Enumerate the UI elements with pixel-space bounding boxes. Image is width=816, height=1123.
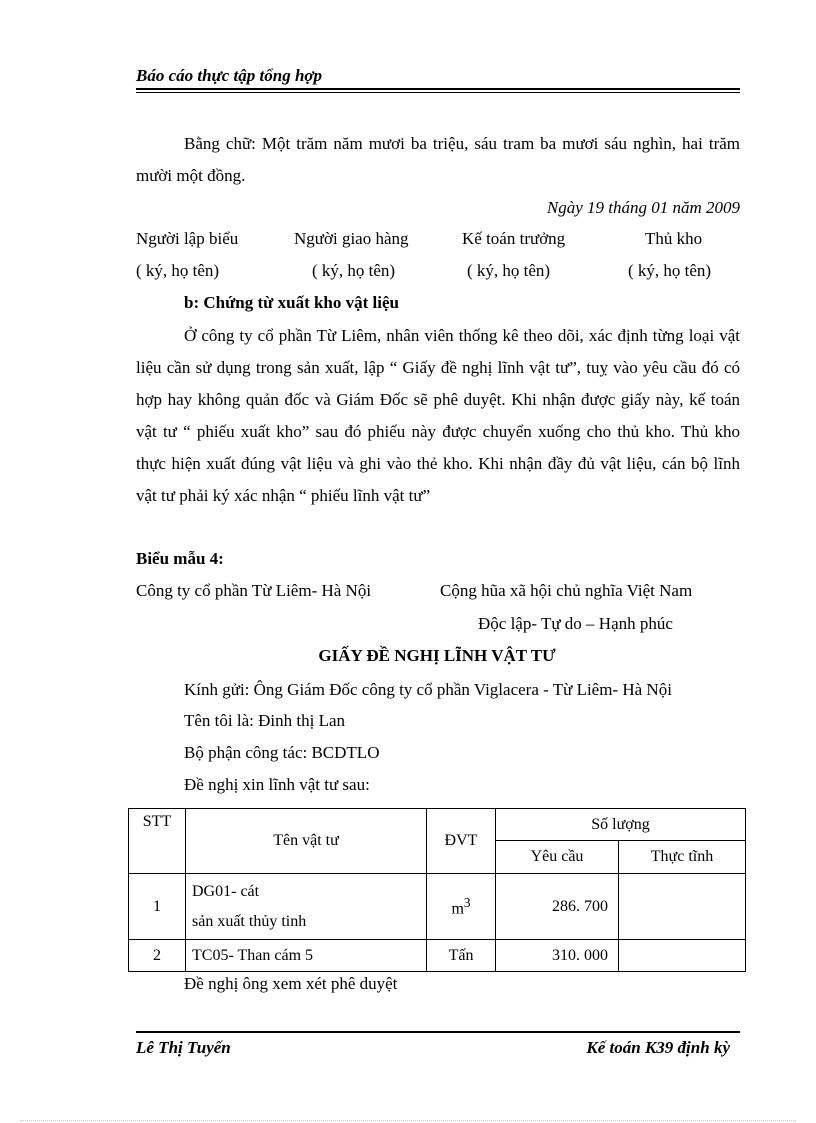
form-label: Biểu mẫu 4: xyxy=(136,549,224,568)
footer-author: Lê Thị Tuyến xyxy=(136,1038,231,1057)
row-stt: 2 xyxy=(129,940,186,972)
footer-rule xyxy=(136,1031,740,1033)
row-requested: 310. 000 xyxy=(496,940,619,972)
row-name-line2: sản xuất thủy tinh xyxy=(192,912,307,930)
header-actual: Thực tĩnh xyxy=(619,841,746,874)
header-rule xyxy=(136,88,740,90)
table-header-row xyxy=(129,809,746,841)
header-title: Báo cáo thực tập tổng hợp xyxy=(136,66,323,85)
page-edge-dots xyxy=(20,1120,796,1121)
row-unit xyxy=(427,874,496,940)
signer-deliverer: Người giao hàng xyxy=(294,229,409,248)
signer-note-chief-accountant: ( ký, họ tên) xyxy=(467,261,551,280)
republic-name: Cộng hũa xã hội chủ nghĩa Việt Nam xyxy=(440,581,693,600)
section-b-paragraph: Ở công ty cổ phần Từ Liêm, nhân viên thống kê theo dõi, xác định từng loại vật liệu cần sử dụng trong sản xuất, lập “ Giấy đề nghị lĩnh vật tư”, tuỵ vào yêu cầu đó có hợp hay không quản đốc và Giám Đốc sẽ phê duyệt. Khi nhận được giấy này, kế toán vật tư “ phiếu xuất kho” sau đó phiếu này được chuyển xuống cho thủ kho. Thủ kho thực hiện xuất đúng vật liệu và ghi vào thẻ kho. Khi nhận đầy đủ vật liệu, cán bộ lĩnh vật tư phải ký xác nhận “ phiếu lĩnh vật tư” xyxy=(136,326,740,505)
header-quantity: Số lượng xyxy=(496,809,746,841)
row-unit xyxy=(427,940,496,972)
header-name: Tên vật tư xyxy=(186,809,427,874)
row-name xyxy=(186,940,427,972)
national-motto: Độc lập- Tự do – Hạnh phúc xyxy=(478,614,673,633)
row-stt: 1 xyxy=(129,874,186,940)
table-row xyxy=(129,940,746,972)
section-b-heading: b: Chứng từ xuất kho vật liệu xyxy=(184,293,399,312)
signer-note-storekeeper: ( ký, họ tên) xyxy=(628,261,712,280)
request-line: Đề nghị xin lĩnh vật tư sau: xyxy=(184,775,370,794)
signer-storekeeper: Thủ kho xyxy=(645,229,703,248)
document-date: Ngày 19 tháng 01 năm 2009 xyxy=(546,198,740,217)
header-rule-thin xyxy=(136,92,740,93)
row-actual xyxy=(619,940,746,972)
footer-class: Kế toán K39 định kỳ xyxy=(586,1038,730,1057)
header-unit: ĐVT xyxy=(427,809,496,874)
row-name-line1: DG01- cát xyxy=(192,882,260,900)
signer-note-preparer: ( ký, họ tên) xyxy=(136,261,220,280)
signer-chief-accountant: Kế toán trưởng xyxy=(462,229,566,248)
row-name-line1: TC05- Than cám 5 xyxy=(192,946,314,964)
row-unit-text: Tấn xyxy=(448,946,474,964)
row-unit-sup: 3 xyxy=(463,894,471,910)
materials-table xyxy=(128,808,746,972)
requester-name: Tên tôi là: Đinh thị Lan xyxy=(184,711,345,730)
document-title: GIẤY ĐỀ NGHỊ LĨNH VẬT TƯ xyxy=(318,646,556,665)
signer-note-deliverer: ( ký, họ tên) xyxy=(312,261,396,280)
department: Bộ phận công tác: BCDTLO xyxy=(184,743,380,762)
addressee: Kính gửi: Ông Giám Đốc công ty cổ phần Viglacera - Từ Liêm- Hà Nội xyxy=(184,680,672,699)
amount-in-words: Bằng chữ: Một trăm năm mươi ba triệu, sáu tram ba mươi sáu nghìn, hai trăm mười một đồng. xyxy=(136,134,740,185)
row-name xyxy=(186,874,427,940)
row-requested: 286. 700 xyxy=(496,874,619,940)
signer-preparer: Người lập biểu xyxy=(136,229,239,248)
row-unit-text: m xyxy=(451,900,464,918)
row-actual xyxy=(619,874,746,940)
table-row xyxy=(129,874,746,940)
header-stt: STT xyxy=(129,809,186,874)
closing-line: Đề nghị ông xem xét phê duyệt xyxy=(184,974,398,993)
company-name: Công ty cổ phần Từ Liêm- Hà Nội xyxy=(136,581,372,600)
header-requested: Yêu cầu xyxy=(496,841,619,874)
